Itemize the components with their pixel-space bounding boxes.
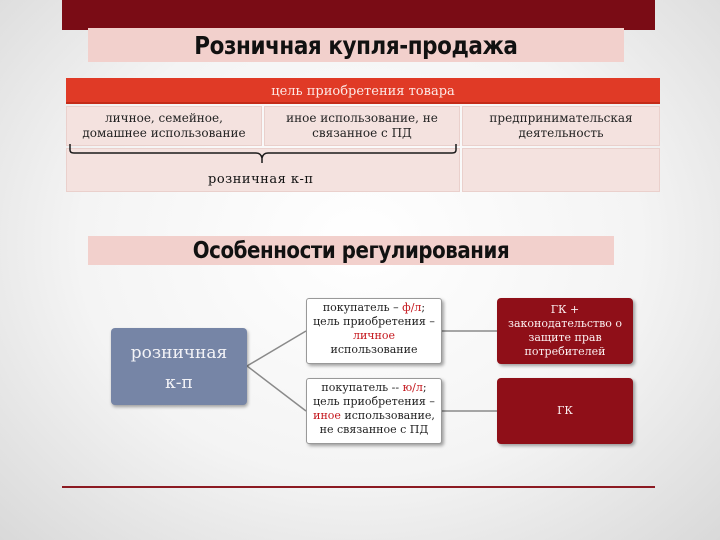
buyer-prefix: покупатель --	[321, 381, 403, 394]
purpose-prefix: цель приобретения –	[313, 315, 435, 328]
law-civil-code: ГК	[497, 378, 633, 444]
purpose-highlight: личное	[352, 329, 396, 342]
cell-business-use: предпринимательская деятельность	[462, 106, 660, 146]
retail-box-line1: розничная	[130, 343, 228, 363]
purpose-suffix: использование	[330, 343, 418, 356]
buyer-type: ю/л	[402, 381, 423, 394]
purpose-prefix: цель приобретения –	[313, 395, 435, 408]
purpose-highlight: иное	[313, 409, 341, 422]
slide-title: Розничная купля-продажа	[194, 30, 518, 60]
retail-box-line2: к-п	[165, 373, 193, 393]
buyer-suffix: ;	[421, 301, 426, 314]
condition-legal-entity	[306, 378, 442, 444]
buyer-prefix: покупатель –	[322, 301, 403, 314]
cell-personal-use: личное, семейное, домашнее использование	[66, 106, 262, 146]
retail-sale-box	[111, 328, 247, 405]
law-consumer-protection: ГК + законодательство о защите прав потребителей	[497, 298, 633, 364]
bottom-divider	[62, 486, 655, 488]
condition-individual	[306, 298, 442, 364]
buyer-suffix: ;	[422, 381, 427, 394]
cell-other-use: иное использование, не связанное с ПД	[264, 106, 460, 146]
buyer-type: ф/л	[402, 301, 422, 314]
retail-brace-label: розничная к-п	[208, 172, 314, 187]
purpose-table-header: цель приобретения товара	[66, 78, 660, 104]
slide-subtitle: Особенности регулирования	[192, 237, 510, 264]
purpose-suffix: использование, не связанное с ПД	[319, 409, 435, 436]
